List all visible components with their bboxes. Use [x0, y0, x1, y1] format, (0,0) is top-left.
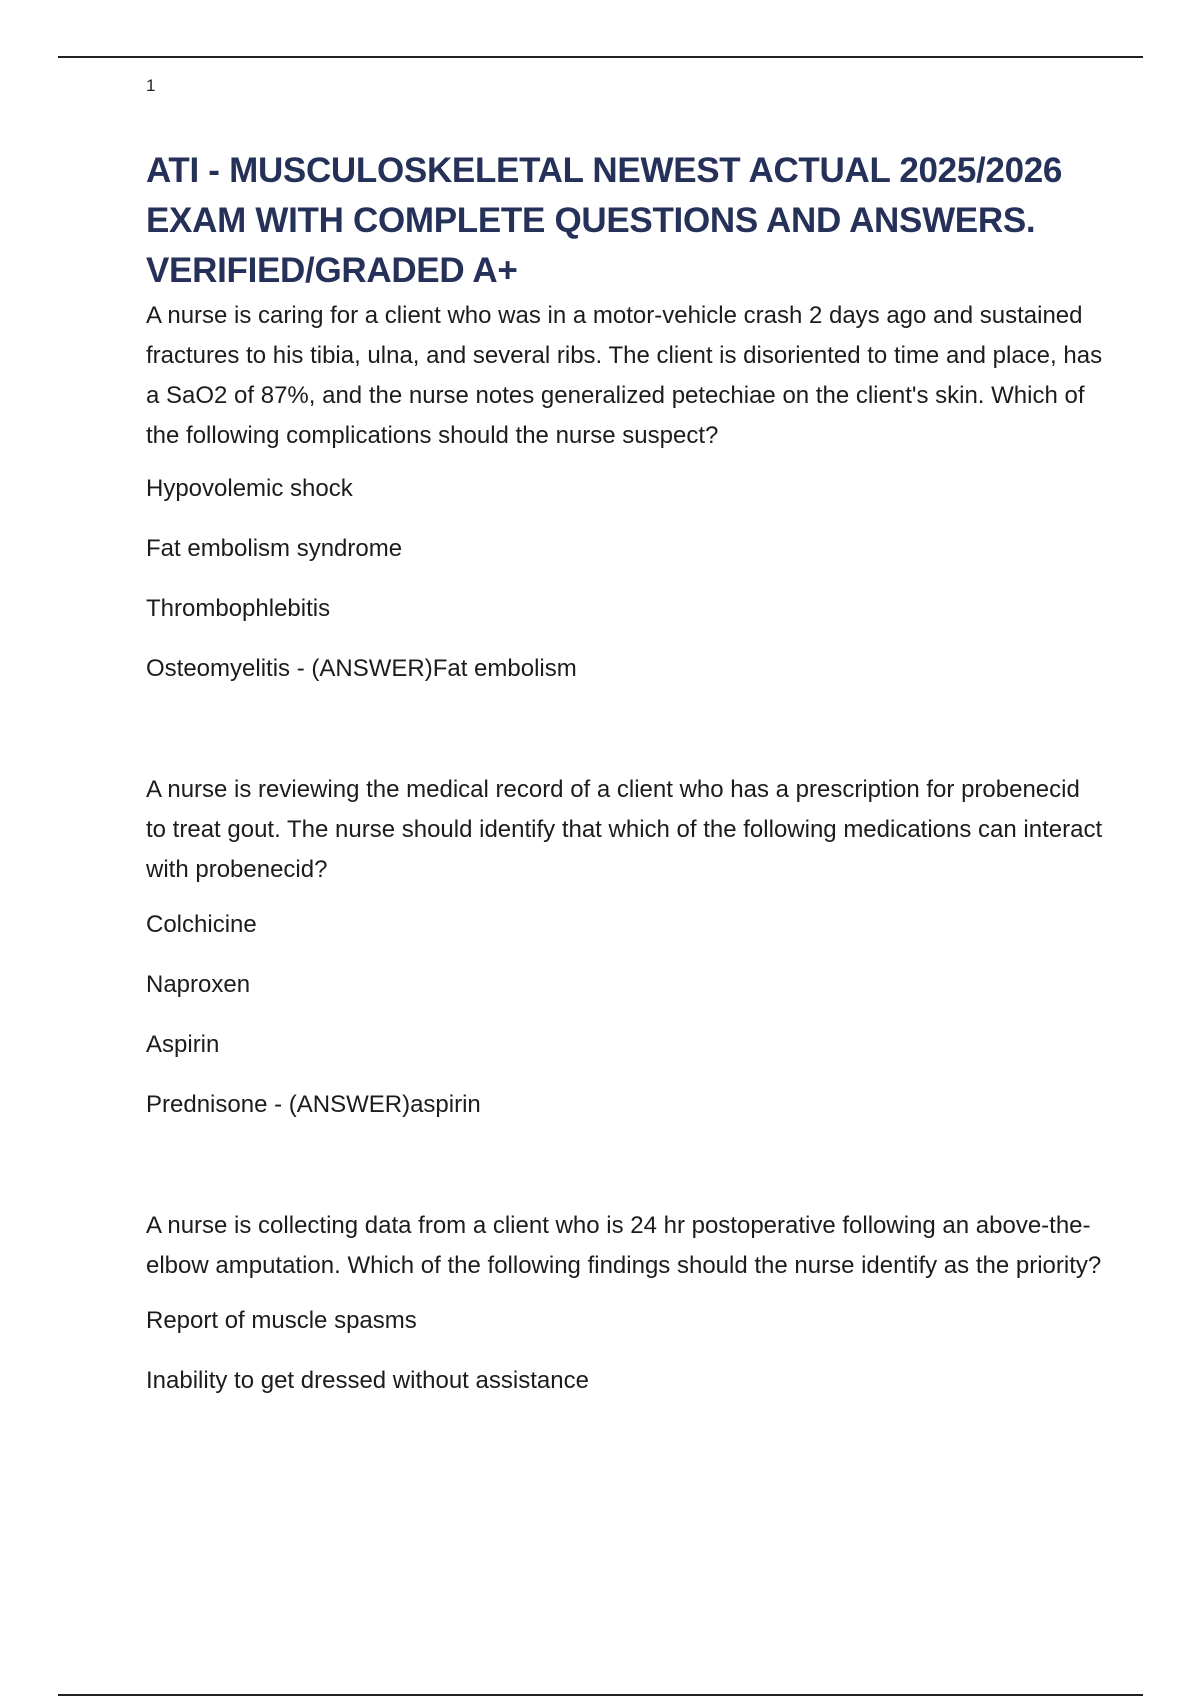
option-item: Colchicine [146, 911, 257, 938]
question-text: A nurse is collecting data from a client who is 24 hr postoperative following an above-the-elbow amputation. Which of the following findings should the nurse identify as the priority? [146, 1212, 1102, 1279]
option-item: Report of muscle spasms [146, 1307, 417, 1334]
question-block [146, 296, 1106, 684]
option-item: Hypovolemic shock [146, 475, 353, 502]
option-item: Inability to get dressed without assistance [146, 1367, 589, 1394]
option-item-with-answer: Osteomyelitis - (ANSWER)Fat embolism [146, 655, 577, 682]
question-text: A nurse is reviewing the medical record of a client who has a prescription for probenecid to treat gout. The nurse should identify that which of the following medications can interact with probenecid? [146, 776, 1103, 883]
document-body [146, 146, 1106, 1396]
page-number: 1 [146, 76, 156, 95]
option-item: Aspirin [146, 1031, 220, 1058]
question-text: A nurse is caring for a client who was in a motor-vehicle crash 2 days ago and sustained fractures to his tibia, ulna, and several ribs. The client is disoriented to time and place, has a SaO2 of 87%, and the nurse notes generalized petechiae on the client's skin. Which of the following complications should the nurse suspect? [146, 302, 1103, 449]
document-title: ATI - MUSCULOSKELETAL NEWEST ACTUAL 2025/2026 EXAM WITH COMPLETE QUESTIONS AND ANSWERS. VERIFIED/GRADED A+ [146, 151, 1063, 290]
option-list [146, 474, 1106, 684]
option-list [146, 910, 1106, 1120]
option-item-with-answer: Prednisone - (ANSWER)aspirin [146, 1091, 481, 1118]
question-block [146, 770, 1106, 1120]
header-rule [58, 56, 1143, 58]
option-item: Naproxen [146, 971, 251, 998]
option-item: Fat embolism syndrome [146, 535, 403, 562]
option-list [146, 1306, 1106, 1396]
footer-rule [58, 1694, 1143, 1696]
question-block [146, 1206, 1106, 1396]
option-item: Thrombophlebitis [146, 595, 331, 622]
